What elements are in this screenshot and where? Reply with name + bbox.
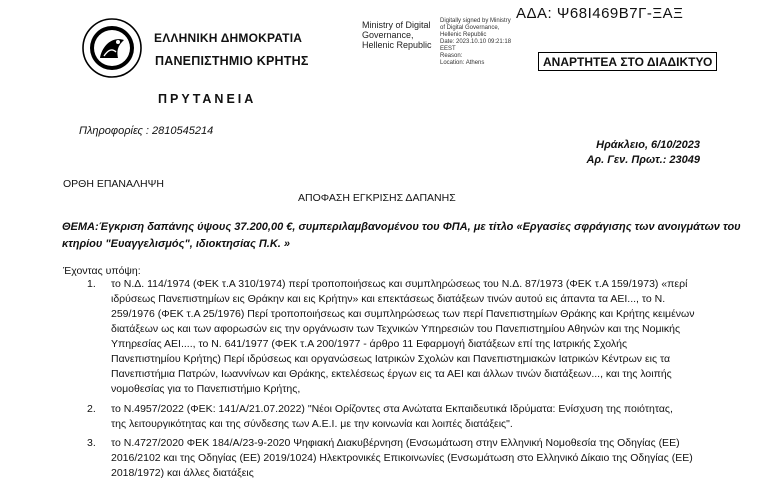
item-line: διατάξεων ως και των αφορωσών εις την οργάνωσιν των Τεχνικών Υπηρεσιών του Πανεπιστημίου Αθηνών και της Νομικής [111, 323, 681, 335]
university-seal-logo [82, 18, 142, 78]
list-item [87, 277, 761, 397]
subject-line: κτηρίου "Ευαγγελισμός", ιδιοκτησίας Π.Κ. » [62, 238, 291, 250]
item-number: 3. [87, 437, 96, 449]
item-line: το Ν.Δ. 114/1974 (ΦΕΚ τ.Α 310/1974) περί τροποποιήσεως και συμπληρώσεως του Ν.Δ. 87/1973 (ΦΕΚ τ.Α 159/1973) «περί [111, 278, 688, 290]
signature-line: Ministry of Digital [362, 20, 431, 30]
signature-detail: of Digital Governance, [440, 25, 500, 31]
signature-detail: Reason: [440, 53, 463, 59]
signature-detail: Date: 2023.10.10 09:21:18 [440, 39, 512, 45]
republic-heading: ΕΛΛΗΝΙΚΗ ΔΗΜΟΚΡΑΤΙΑ [154, 31, 303, 45]
post-online-notice: ΑΝΑΡΤΗΤΕΑ ΣΤΟ ΔΙΑΔΙΚΤΥΟ [538, 52, 717, 71]
item-line: νομοθεσίας για το Πανεπιστήμιο Κρήτης, [111, 383, 301, 395]
item-number: 1. [87, 278, 96, 290]
considering-heading: Έχοντας υπόψη: [63, 265, 141, 277]
subject-line: Έγκριση δαπάνης ύψους 37.200,00 €, συμπεριλαμβανομένου του ΦΠΑ, με τίτλο «Εργασίες σφράγισης των ανοιγμάτων του [98, 221, 741, 233]
contact-info: Πληροφορίες : 2810545214 [79, 125, 214, 137]
university-heading: ΠΑΝΕΠΙΣΤΗΜΙΟ ΚΡΗΤΗΣ [155, 54, 309, 68]
item-line: 2018/1972) και άλλες διατάξεις [111, 467, 254, 479]
item-line: της λειτουργικότητας και της σύνδεσης των Α.Ε.Ι. με την κοινωνία και λοιπές διατάξεις". [111, 418, 513, 430]
item-line: το Ν.4727/2020 ΦΕΚ 184/Α/23-9-2020 Ψηφιακή Διακυβέρνηση (Ενσωμάτωση στην Ελληνική Νομοθεσία της Οδηγίας (ΕΕ) [111, 437, 680, 449]
item-line: Πανεπιστημίου Κρήτης) Περί ιδρύσεως και οργανώσεως Ιατρικών Σχολών και Πανεπιστημιακών Ιατρικών Κέντρων εις τα [111, 353, 671, 365]
rectorate-heading: ΠΡΥΤΑΝΕΙΑ [158, 92, 257, 106]
item-number: 2. [87, 403, 96, 415]
subject [62, 219, 762, 253]
list-item [87, 436, 761, 481]
considerations-list [87, 277, 761, 481]
signature-ministry [362, 20, 432, 50]
signature-details [440, 18, 511, 67]
item-line: 2016/2102 και της Οδηγίας (ΕΕ) 2019/1024) Ηλεκτρονικές Επικοινωνίες (Ενσωμάτωση στο Ελληνικό Δίκαιο της Οδηγίας (ΕΕ) [111, 452, 693, 464]
list-item [87, 402, 761, 432]
signature-detail: Hellenic Republic [440, 32, 487, 38]
item-line: το Ν.4957/2022 (ΦΕΚ: 141/Α/21.07.2022) "Νέοι Ορίζοντες στα Ανώτατα Εκπαιδευτικά Ιδρύματα: Ενίσχυση της ποιότητας, [111, 403, 673, 415]
signature-detail: Location: Athens [440, 60, 485, 66]
item-line: Πανεπιστήμια Πατρών, Ιωαννίνων και Θράκης, εκτελέσεως έργων εις τα ΑΕΙ και άλλων τινών διατάξεων..., και της λοιπής [111, 368, 672, 380]
decision-title: ΑΠΟΦΑΣΗ ΕΓΚΡΙΣΗΣ ΔΑΠΑΝΗΣ [298, 192, 456, 204]
item-line: Υπηρεσίας ΑΕΙ...., το Ν. 641/1977 (ΦΕΚ τ.Α 200/1977 - άρθρο 11 Εφαρμογή διατάξεων επί της Ιατρικής Σχολής [111, 338, 628, 350]
place-date: Ηράκλειο, 6/10/2023 [596, 139, 700, 151]
ada-code: ΑΔΑ: Ψ68Ι469Β7Γ-ΞΑΞ [516, 5, 684, 22]
protocol-number: Αρ. Γεν. Πρωτ.: 23049 [586, 154, 700, 166]
signature-line: Hellenic Republic [362, 40, 432, 50]
signature-line: Governance, [362, 30, 414, 40]
signature-detail: Digitally signed by Ministry [440, 18, 511, 24]
item-line: ιδρύσεως Πανεπιστημίων εις Θράκην και εις Κρήτην» και επεκτάσεως διατάξεων τινών αυτού εις άπαντα τα ΑΕΙ..., το Ν. [111, 293, 666, 305]
correction-note: ΟΡΘΗ ΕΠΑΝΑΛΗΨΗ [63, 178, 164, 190]
subject-label: ΘΕΜΑ: [62, 221, 99, 233]
signature-detail: EEST [440, 46, 456, 52]
item-line: 259/1976 (ΦΕΚ τ.Α 25/1976) Περί τροποποιήσεως και συμπληρώσεως των περί Πανεπιστημίων Θράκης και Κρήτης κειμένων [111, 308, 695, 320]
